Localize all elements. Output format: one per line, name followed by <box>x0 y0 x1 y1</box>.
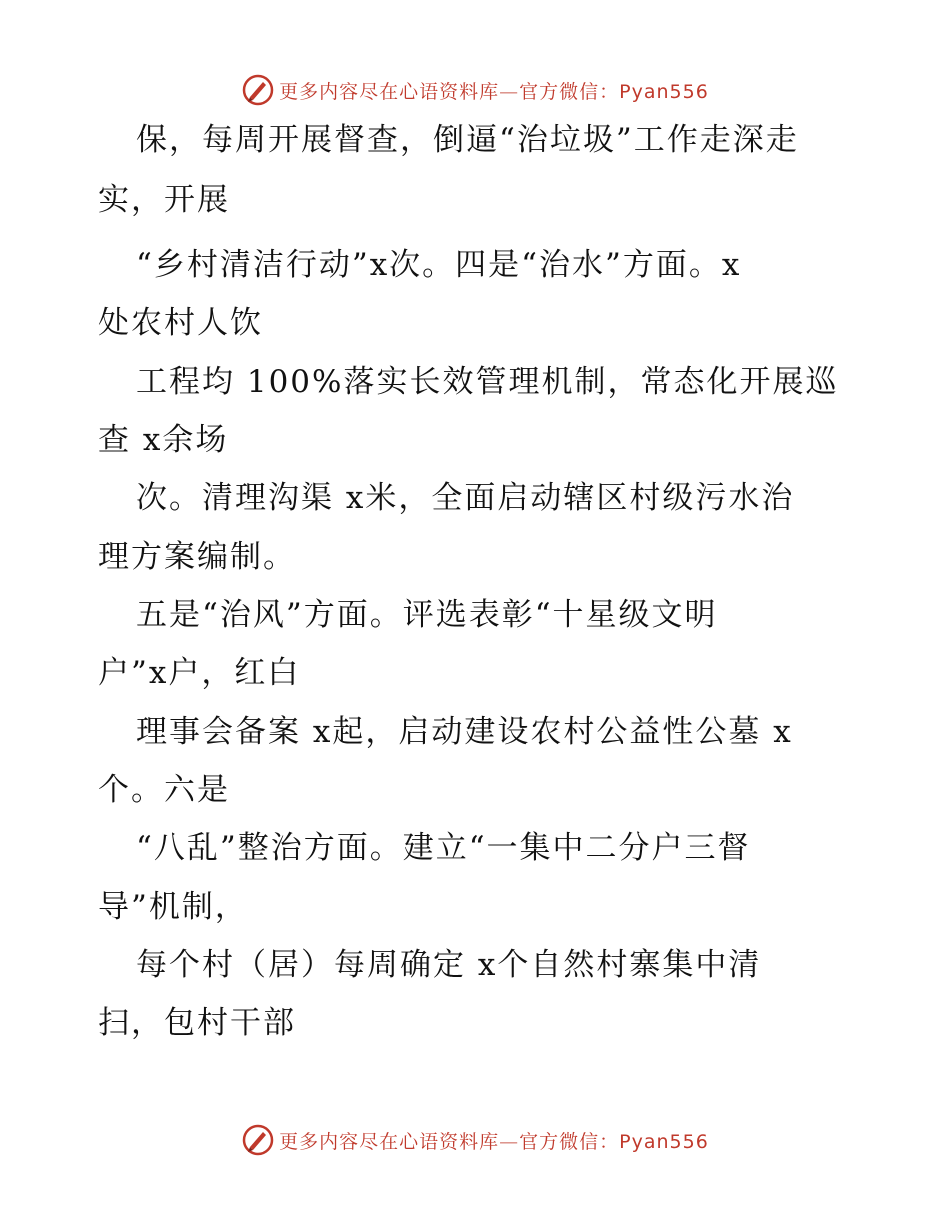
body-line: 保，每周开展督查，倒逼“治垃圾”工作走深走 <box>136 122 799 158</box>
body-line: 理事会备案 x起，启动建设农村公益性公墓 x <box>136 714 793 750</box>
footer-watermark <box>0 1120 950 1160</box>
body-line: 导”机制， <box>98 889 248 925</box>
body-line: 扫，包村干部 <box>98 1005 296 1041</box>
header-watermark-main: 更多内容尽在心语资料库 <box>279 80 500 103</box>
footer-watermark-main: 更多内容尽在心语资料库 <box>279 1130 500 1153</box>
body-line: “八乱”整治方面。建立“一集中二分户三督 <box>136 830 751 866</box>
body-line: 个。六是 <box>98 772 230 808</box>
body-line: 理方案编制。 <box>98 539 296 575</box>
body-line: 工程均 100%落实长效管理机制，常态化开展巡 <box>136 364 839 400</box>
body-line: “乡村清洁行动”x次。四是“治水”方面。x <box>136 247 742 283</box>
header-watermark <box>0 70 950 110</box>
header-watermark-wechat: 官方微信：Pyan556 <box>519 80 709 103</box>
body-line: 处农村人饮 <box>98 305 263 341</box>
header-watermark-text <box>279 77 709 104</box>
body-line: 五是“治风”方面。评选表彰“十星级文明 <box>136 597 718 633</box>
footer-watermark-text <box>279 1127 709 1154</box>
pen-logo-icon <box>241 1123 275 1157</box>
pen-logo-icon <box>241 73 275 107</box>
body-line: 次。清理沟渠 x米，全面启动辖区村级污水治 <box>136 480 795 516</box>
body-line: 户”x户，红白 <box>98 655 301 691</box>
footer-watermark-dash: — <box>499 1130 520 1153</box>
footer-watermark-wechat: 官方微信：Pyan556 <box>519 1130 709 1153</box>
header-watermark-dash: — <box>499 80 520 103</box>
body-line: 查 x余场 <box>98 422 229 458</box>
body-line: 每个村（居）每周确定 x个自然村寨集中清 <box>136 947 762 983</box>
body-line: 实，开展 <box>98 182 230 218</box>
